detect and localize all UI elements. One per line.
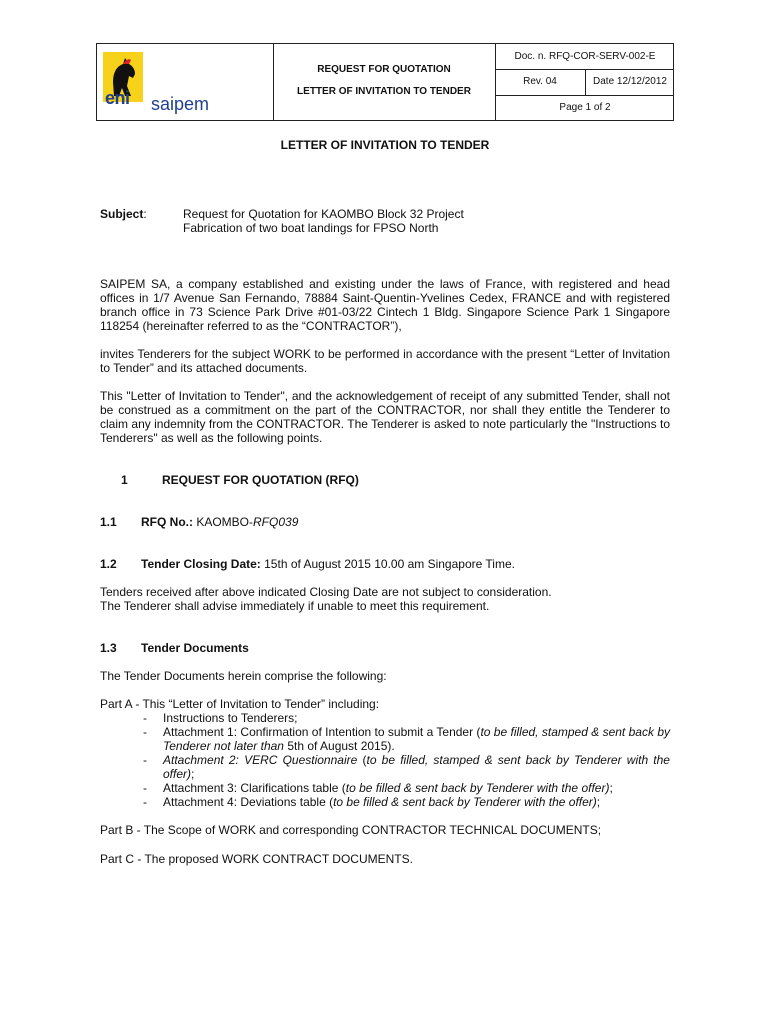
bullet-text-italic: Attachment 2: VERC Questionnaire — [163, 753, 358, 767]
bullet-text-part: ; — [191, 767, 195, 781]
tender-closing-date-value: 15th of August 2015 10.00 am Singapore Time. — [260, 557, 515, 571]
paragraph-contractor — [100, 277, 670, 333]
bullet-dash: - — [143, 753, 147, 767]
bullet-dash: - — [143, 725, 147, 739]
header-divider — [495, 69, 673, 70]
eni-wordmark: eni — [105, 88, 130, 108]
section-1-1-number: 1.1 — [100, 515, 117, 529]
bullet-text-italic: to be filled & sent back by Tenderer with the offer) — [333, 795, 597, 809]
section-1-number: 1 — [121, 473, 128, 487]
subject-label — [100, 207, 147, 221]
part-b: Part B - The Scope of WORK and corresponding CONTRACTOR TECHNICAL DOCUMENTS; — [100, 823, 602, 837]
bullet-dash: - — [143, 711, 147, 725]
revision: Rev. 04 — [523, 76, 557, 87]
subject-line-1: Request for Quotation for KAOMBO Block 32 Project — [183, 207, 464, 221]
subject-line-2: Fabrication of two boat landings for FPSO North — [183, 221, 439, 235]
subject-label-text: Subject — [100, 207, 144, 221]
bullet-text-italic: Tenderer not later than — [163, 739, 284, 753]
document-date: Date 12/12/2012 — [593, 76, 667, 87]
bullet-text — [163, 739, 670, 753]
bullet-text-part: ; — [596, 795, 601, 809]
paragraph-invites-text: invites Tenderers for the subject WORK to be performed in accordance with the present “Letter of Invitation to Tender” and its attached documents. — [100, 347, 670, 375]
bullet-text: Instructions to Tenderers; — [163, 711, 298, 725]
part-a: Part A - This “Letter of Invitation to Tender” including: — [100, 697, 380, 711]
tender-closing-date-label: Tender Closing Date: — [141, 557, 261, 571]
rfq-number-label: RFQ No.: — [141, 515, 193, 529]
bullet-text — [163, 767, 670, 781]
rfq-number — [141, 515, 298, 529]
paragraph-contractor-text: SAIPEM SA, a company established and existing under the laws of France, with registered and head offices in 1/7 Avenue San Fernando, 78884 Saint-Quentin-Yvelines Cedex, FRANCE and with registered branch office in 73 Science Park Drive #01-03/22 Cintech 1 Bldg. Singapore Science Park 1 Singapore 118254 (hereinafter referred to as the “CONTRACTOR”), — [100, 277, 670, 333]
rfq-number-prefix: KAOMBO- — [193, 515, 254, 529]
tender-docs-intro: The Tender Documents herein comprise the following: — [100, 669, 387, 683]
header-title-line1: REQUEST FOR QUOTATION — [317, 64, 451, 75]
bullet-text-part: Attachment 3: Clarifications table ( — [163, 781, 346, 795]
document-title: LETTER OF INVITATION TO TENDER — [280, 138, 490, 152]
part-c: Part C - The proposed WORK CONTRACT DOCUMENTS. — [100, 852, 413, 866]
saipem-wordmark: saipem — [151, 94, 210, 114]
bullet-text-part: ( — [357, 753, 367, 767]
bullet-text-part: ; — [609, 781, 613, 795]
bullet-text — [163, 753, 670, 767]
header-title-line2: LETTER OF INVITATION TO TENDER — [297, 86, 471, 97]
bullet-text-part: Attachment 1: Confirmation of Intention to submit a Tender ( — [163, 725, 481, 739]
page-number: Page 1 of 2 — [559, 102, 611, 113]
bullet-text — [163, 795, 670, 809]
document-header-table — [96, 43, 674, 121]
eni-saipem-logo — [103, 50, 221, 116]
bullet-text-part: 5th of August 2015). — [283, 739, 395, 753]
rfq-number-code: RFQ039 — [253, 515, 299, 529]
bullet-text — [163, 781, 670, 795]
document-number: Doc. n. RFQ-COR-SERV-002-E — [514, 51, 656, 62]
tender-closing-date — [141, 557, 515, 571]
header-divider — [273, 44, 274, 120]
bullet-text-italic: to be filled, stamped & sent back by — [480, 725, 670, 739]
section-1-3-title: Tender Documents — [141, 641, 249, 655]
section-1-2-number: 1.2 — [100, 557, 117, 571]
bullet-dash: - — [143, 781, 147, 795]
bullet-text — [163, 725, 670, 739]
bullet-text-italic: to be filled, stamped & sent back by Tenderer with the — [366, 753, 670, 767]
bullet-text-italic: offer) — [163, 767, 192, 781]
header-divider — [495, 95, 673, 96]
bullet-text-part: Attachment 4: Deviations table ( — [163, 795, 334, 809]
bullet-text-italic: to be filled & sent back by Tenderer with the offer) — [345, 781, 610, 795]
closing-note-2: The Tenderer shall advise immediately if unable to meet this requirement. — [100, 599, 490, 613]
paragraph-commitment-text: This "Letter of Invitation to Tender", and the acknowledgement of receipt of any submitted Tender, shall not be construed as a commitment on the part of the CONTRACTOR, nor shall they entitle the Tenderer to claim any indemnity from the CONTRACTOR. The Tenderer is asked to note particularly the "Instructions to Tenderers" as well as the following points. — [100, 389, 670, 445]
closing-note-1: Tenders received after above indicated Closing Date are not subject to consideration. — [100, 585, 552, 599]
subject-colon: : — [143, 207, 147, 221]
paragraph-commitment — [100, 389, 670, 445]
section-1-title: REQUEST FOR QUOTATION (RFQ) — [162, 473, 359, 487]
bullet-dash: - — [143, 795, 147, 809]
paragraph-invites — [100, 347, 670, 375]
section-1-3-number: 1.3 — [100, 641, 117, 655]
